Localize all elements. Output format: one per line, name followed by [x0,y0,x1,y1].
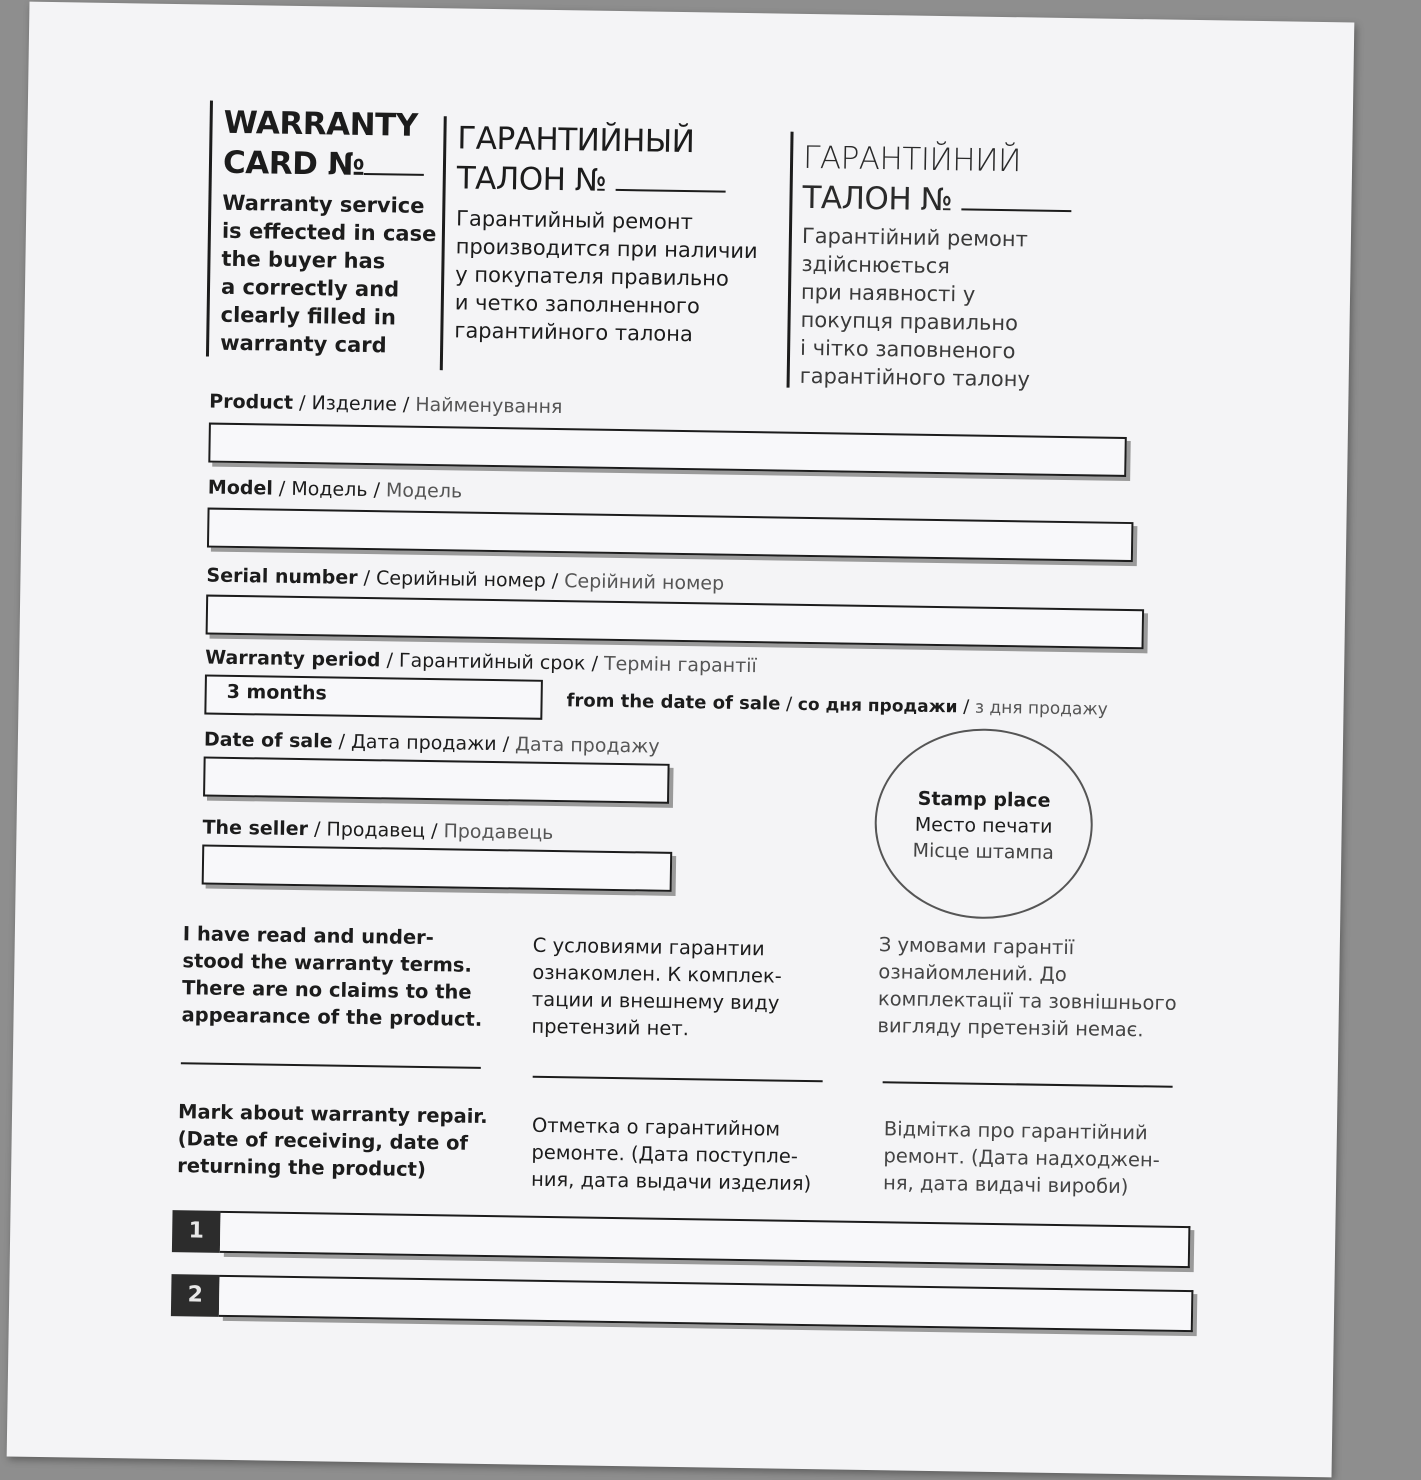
terms-ua-line: комплектації та зовнішнього [877,987,1177,1015]
warranty-card-sheet [7,2,1355,1478]
seller-label-ua: Продавець [443,820,554,845]
card-number-blank-ua [961,188,1071,212]
repair-ru-line: ремонте. (Дата поступле- [531,1140,799,1168]
repair-ua-line: Відмітка про гарантійний [883,1117,1148,1145]
header-ua-body-line: здійснюється [801,251,951,279]
repair-en-line: (Date of receiving, date of [177,1127,469,1155]
repair-row-field[interactable] [219,1275,1194,1332]
signature-line-en[interactable] [181,1062,481,1069]
header-en-body-line: clearly filled in [220,302,397,330]
header-ua-body-line: при наявності у [800,279,976,307]
date-of-sale-field[interactable] [203,757,670,804]
terms-en-line: appearance of the product. [181,1003,483,1031]
terms-ua-line: З умовами гарантії [878,933,1075,960]
repair-ru-line: ния, дата выдачи изделия) [530,1167,812,1196]
repair-ru [531,1112,852,1198]
stamp-place [873,727,1094,920]
header-ru-title-1: ГАРАНТИЙНЫЙ [457,120,695,161]
label-separator: / [307,818,327,841]
repair-ua [883,1115,1214,1201]
terms-ua [877,931,1209,1044]
terms-ua-line: ознайомлений. До [878,960,1067,987]
date-label-en: Date of sale [203,728,333,753]
repair-en [177,1098,518,1184]
label-separator: / [380,649,400,672]
header-en-title-2 [223,143,439,186]
terms-en [181,920,503,1033]
label-separator: / [292,391,312,415]
repair-ru-line: Отметка о гарантийном [531,1113,781,1141]
header-ru-title-2-text: ТАЛОН № [456,160,607,199]
stamp-label-ua: Місце штампа [912,839,1055,864]
header-ru-body-line: производится при наличии [455,234,758,264]
label-separator: / [367,479,387,502]
terms-ru-line: тации и внешнему виду [531,987,780,1015]
label-separator: / [545,569,565,593]
header-ua [800,138,1124,395]
header-ua-body-line: і чітко заповненого [799,335,1016,364]
period-suffix-ua: з дня продажу [974,697,1108,720]
terms-ru-line: С условиями гарантии [532,933,765,961]
header-en-body-line: is effected in case [221,218,437,247]
repair-en-line: Mark about warranty repair. [177,1100,488,1129]
header-ua-body-line: покупця правильно [800,307,1019,336]
seller-field[interactable] [202,845,673,892]
header-en-body-line: a correctly and [220,274,400,302]
serial-label-en: Serial number [206,564,358,589]
terms-ua-line: вигляду претензій немає. [877,1014,1144,1042]
date-label [204,729,660,758]
serial-field[interactable] [206,595,1145,650]
header-ru-body-line: Гарантийный ремонт [455,206,693,235]
terms-en-line: stood the warranty terms. [182,949,473,977]
seller-label-en: The seller [202,816,309,841]
header-ru-body-line: и четко заполненного [454,290,700,319]
header-rule-1 [206,101,213,357]
seller-label [202,817,553,845]
period-field[interactable] [204,675,543,720]
header-ru-title-2 [456,158,787,203]
repair-row-number: 1 [172,1210,221,1253]
stamp-label-ru: Место печати [914,813,1053,838]
header-rule-2 [440,116,447,370]
model-label-ua: Модель [385,479,463,503]
label-separator: / [585,652,605,675]
terms-ru [531,932,853,1045]
header-ru-body-line: гарантийного талона [454,318,694,347]
model-label-ru: Модель [291,477,368,502]
repair-row-number: 2 [171,1274,220,1317]
terms-en-line: I have read and under- [182,922,435,950]
product-label-ua: Найменування [415,393,563,419]
header-ua-body-line: Гарантійний ремонт [801,223,1029,252]
header-en-title-2-text: CARD № [222,144,365,183]
label-separator: / [424,820,444,843]
header-ua-body-line: гарантійного талону [799,363,1031,392]
terms-ru-line: ознакомлен. К комплек- [532,960,782,988]
repair-ua-line: ремонт. (Дата надходжен- [883,1144,1160,1172]
signature-line-ua[interactable] [883,1081,1173,1088]
terms-en-line: There are no claims to the [181,976,472,1004]
header-rule-3 [787,132,794,388]
date-label-ru: Дата продажи [350,730,497,756]
serial-label-ru: Серийный номер [375,567,546,592]
header-ru [454,118,788,349]
model-label [208,477,463,503]
label-separator: / [496,733,516,756]
header-ua-title-2 [802,178,1123,223]
stamp-label-en: Stamp place [917,787,1051,812]
model-label-en: Model [207,476,274,500]
signature-line-ru[interactable] [533,1076,823,1083]
repair-row-2 [171,1274,1194,1330]
product-label-en: Product [209,390,294,414]
header-en-title-1: WARRANTY [223,104,418,144]
seller-label-ru: Продавец [326,818,426,842]
period-value: 3 months [226,680,327,705]
header-en-body-line: Warranty service [222,190,425,218]
product-label [209,391,563,419]
model-field[interactable] [207,508,1134,563]
period-label-ua: Термін гарантії [603,652,757,678]
label-separator: / [332,730,352,753]
serial-label-ua: Серійний номер [564,570,725,595]
header-ua-title-2-text: ТАЛОН № [802,179,953,219]
repair-ua-line: ня, дата видачі вироби) [882,1171,1129,1199]
label-separator: / [272,477,292,500]
period-label [205,647,757,678]
serial-label [206,565,724,595]
header-ua-title-1: ГАРАНТІЙНИЙ [802,139,1022,180]
period-suffix-en: from the date of sale [566,690,781,715]
period-label-en: Warranty period [205,646,381,672]
header-ru-body-line: у покупателя правильно [455,262,730,291]
card-number-blank-ru [616,169,726,193]
product-field[interactable] [208,423,1127,477]
period-suffix-ru: со дня продажи [797,694,958,718]
date-label-ua: Дата продажу [514,733,660,758]
repair-en-line: returning the product) [177,1154,427,1182]
label-separator: / [396,393,416,416]
header-en-body-line: the buyer has [221,246,386,274]
period-label-ru: Гарантийный срок [398,649,586,675]
label-separator: / [357,566,377,590]
header-en-body-line: warranty card [219,330,387,358]
repair-row-field[interactable] [220,1211,1191,1268]
period-suffix: from the date of sale / со дня продажи / з дня продажу [566,690,1108,720]
header-en [220,103,439,360]
terms-ru-line: претензий нет. [531,1014,690,1041]
product-label-ru: Изделие [311,392,398,416]
repair-row-1 [172,1210,1191,1266]
card-number-blank-en [364,153,424,176]
